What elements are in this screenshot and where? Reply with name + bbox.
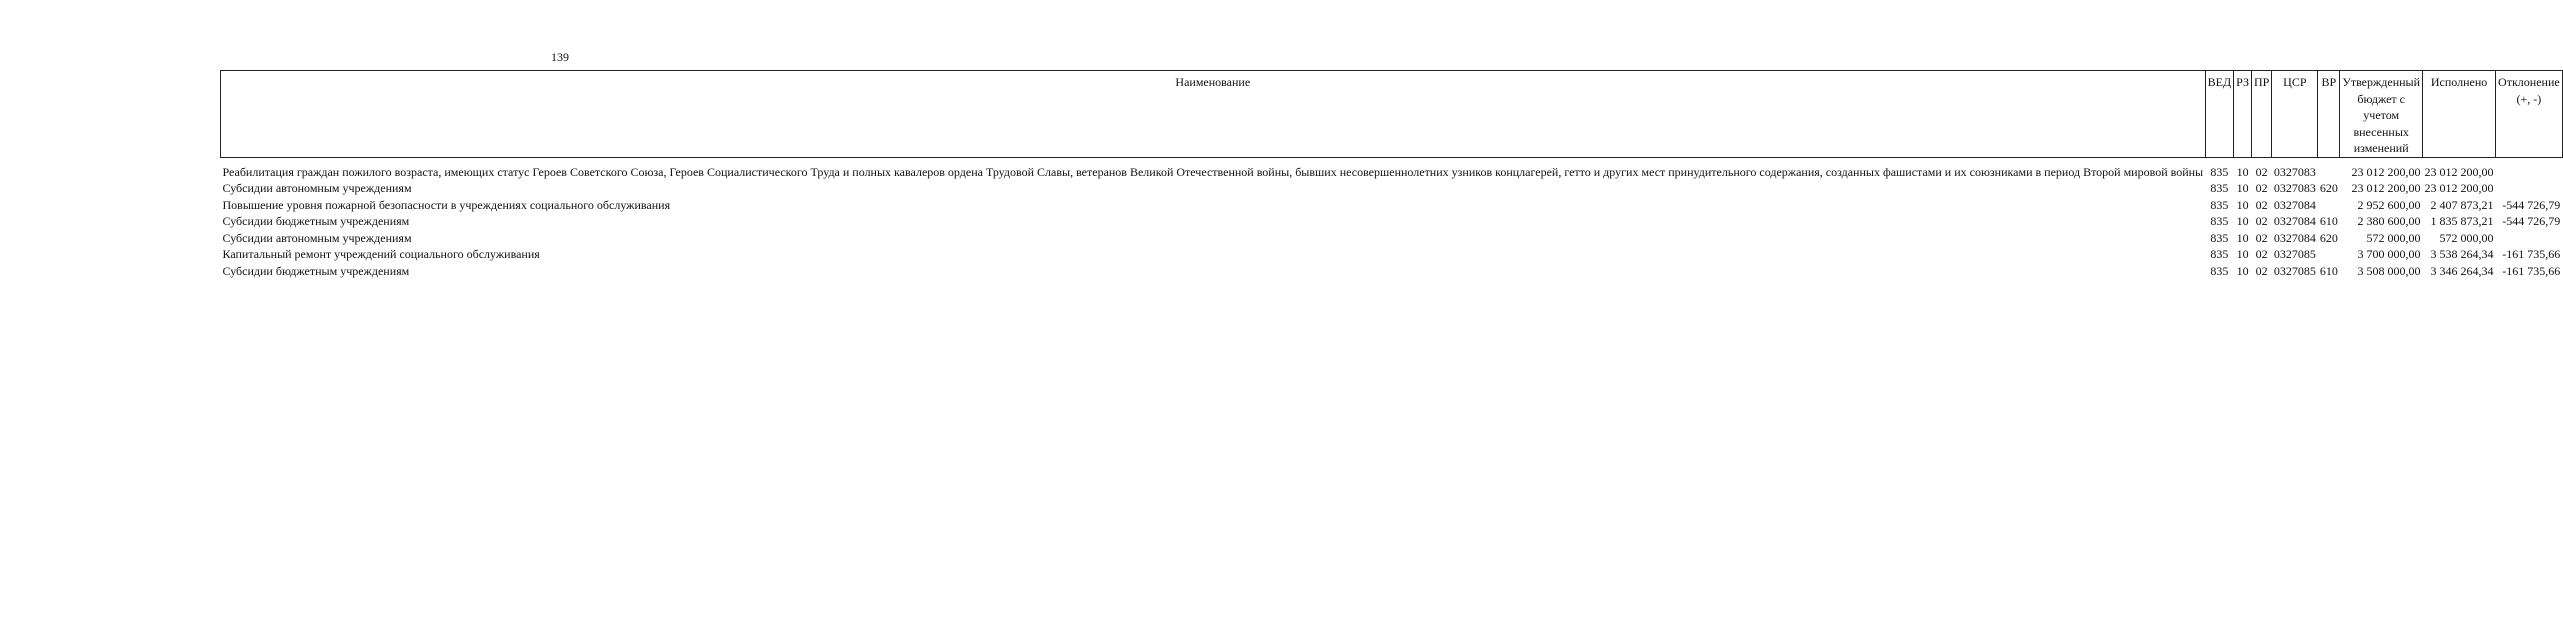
header-pr: ПР bbox=[2251, 71, 2271, 158]
row-ved: 835 bbox=[2210, 197, 2229, 212]
row-csr: 0327083 bbox=[2273, 164, 2316, 179]
row-pr: 02 bbox=[2255, 247, 2268, 261]
row-ved: 835 bbox=[2210, 214, 2229, 228]
row-deviation: -544 726,79 bbox=[2502, 197, 2561, 212]
table-row bbox=[221, 180, 2563, 197]
table-row bbox=[221, 213, 2563, 230]
row-deviation: -161 735,66 bbox=[2502, 247, 2561, 261]
table-row bbox=[221, 246, 2563, 263]
row-deviation bbox=[2496, 180, 2563, 197]
header-vr: ВР bbox=[2318, 71, 2340, 158]
header-rz: РЗ bbox=[2234, 71, 2252, 158]
row-executed: 23 012 200,00 bbox=[2424, 181, 2494, 195]
row-vr bbox=[2318, 246, 2340, 263]
row-vr: 620 bbox=[2319, 181, 2338, 195]
row-approved: 2 380 600,00 bbox=[2357, 214, 2421, 228]
row-pr: 02 bbox=[2255, 181, 2268, 195]
row-vr: 610 bbox=[2319, 263, 2338, 278]
row-executed: 2 407 873,21 bbox=[2430, 197, 2494, 212]
row-executed: 572 000,00 bbox=[2439, 230, 2494, 245]
row-approved: 3 700 000,00 bbox=[2357, 247, 2421, 261]
row-approved: 23 012 200,00 bbox=[2351, 164, 2421, 179]
row-name: Повышение уровня пожарной безопасности в учреждениях социального обслуживания bbox=[222, 197, 671, 212]
row-deviation bbox=[2496, 164, 2563, 181]
row-rz: 10 bbox=[2236, 263, 2249, 278]
row-vr bbox=[2318, 197, 2340, 214]
row-name: Субсидии автономным учреждениям bbox=[222, 230, 412, 245]
row-ved: 835 bbox=[2210, 247, 2229, 261]
row-name: Субсидии бюджетным учреждениям bbox=[222, 263, 410, 278]
row-ved: 835 bbox=[2210, 263, 2229, 278]
table-header-row bbox=[221, 71, 2563, 158]
row-csr: 0327084 bbox=[2273, 214, 2316, 228]
table-row bbox=[221, 197, 2563, 214]
row-executed: 23 012 200,00 bbox=[2424, 164, 2494, 179]
header-ved: ВЕД bbox=[2205, 71, 2234, 158]
row-pr: 02 bbox=[2255, 164, 2268, 179]
row-pr: 02 bbox=[2255, 197, 2268, 212]
row-ved: 835 bbox=[2210, 164, 2229, 179]
row-rz: 10 bbox=[2236, 164, 2249, 179]
row-executed: 1 835 873,21 bbox=[2430, 214, 2494, 228]
header-deviation: Отклонение (+, -) bbox=[2496, 71, 2563, 158]
table-row bbox=[221, 263, 2563, 280]
row-deviation: -544 726,79 bbox=[2502, 214, 2561, 228]
row-vr: 610 bbox=[2319, 214, 2338, 228]
row-name: Капитальный ремонт учреждений социального обслуживания bbox=[222, 247, 540, 261]
header-approved: Утвержденный бюджет с учетом внесенных изменений bbox=[2340, 71, 2423, 158]
row-deviation: -161 735,66 bbox=[2502, 263, 2561, 278]
row-approved: 572 000,00 bbox=[2366, 230, 2421, 245]
row-rz: 10 bbox=[2236, 197, 2249, 212]
row-name: Субсидии бюджетным учреждениям bbox=[222, 214, 410, 228]
row-csr: 0327085 bbox=[2273, 247, 2316, 261]
row-csr: 0327085 bbox=[2273, 263, 2316, 278]
header-executed: Исполнено bbox=[2423, 71, 2496, 158]
row-rz: 10 bbox=[2236, 214, 2249, 228]
budget-execution-table bbox=[220, 70, 2563, 279]
row-ved: 835 bbox=[2210, 181, 2229, 195]
row-name: Субсидии автономным учреждениям bbox=[222, 181, 412, 195]
row-pr: 02 bbox=[2255, 263, 2268, 278]
row-rz: 10 bbox=[2236, 181, 2249, 195]
row-csr: 0327084 bbox=[2273, 197, 2316, 212]
row-approved: 3 508 000,00 bbox=[2357, 263, 2421, 278]
table-row bbox=[221, 230, 2563, 247]
page-number: 139 bbox=[551, 50, 569, 64]
row-approved: 2 952 600,00 bbox=[2357, 197, 2421, 212]
row-csr: 0327083 bbox=[2273, 181, 2316, 195]
row-approved: 23 012 200,00 bbox=[2351, 181, 2421, 195]
row-executed: 3 346 264,34 bbox=[2430, 263, 2494, 278]
row-rz: 10 bbox=[2236, 247, 2249, 261]
row-vr bbox=[2318, 164, 2340, 181]
row-deviation bbox=[2496, 230, 2563, 247]
table-row bbox=[221, 164, 2563, 181]
row-vr: 620 bbox=[2319, 230, 2338, 245]
header-csr: ЦСР bbox=[2272, 71, 2318, 158]
row-pr: 02 bbox=[2255, 230, 2268, 245]
row-rz: 10 bbox=[2236, 230, 2249, 245]
row-ved: 835 bbox=[2210, 230, 2229, 245]
row-executed: 3 538 264,34 bbox=[2430, 247, 2494, 261]
row-pr: 02 bbox=[2255, 214, 2268, 228]
row-name: Реабилитация граждан пожилого возраста, имеющих статус Героев Советского Союза, Героев Социалистического Труда и полных кавалеров ордена Трудовой Славы, ветеранов Великой Отечественной войны, бывших несовершеннолетних узников концлагерей, гетто и других мест принудительного содержания, созданных фашистами и их союзниками в период Второй мировой войны bbox=[222, 164, 2204, 179]
row-csr: 0327084 bbox=[2273, 230, 2316, 245]
header-name: Наименование bbox=[221, 71, 2206, 158]
